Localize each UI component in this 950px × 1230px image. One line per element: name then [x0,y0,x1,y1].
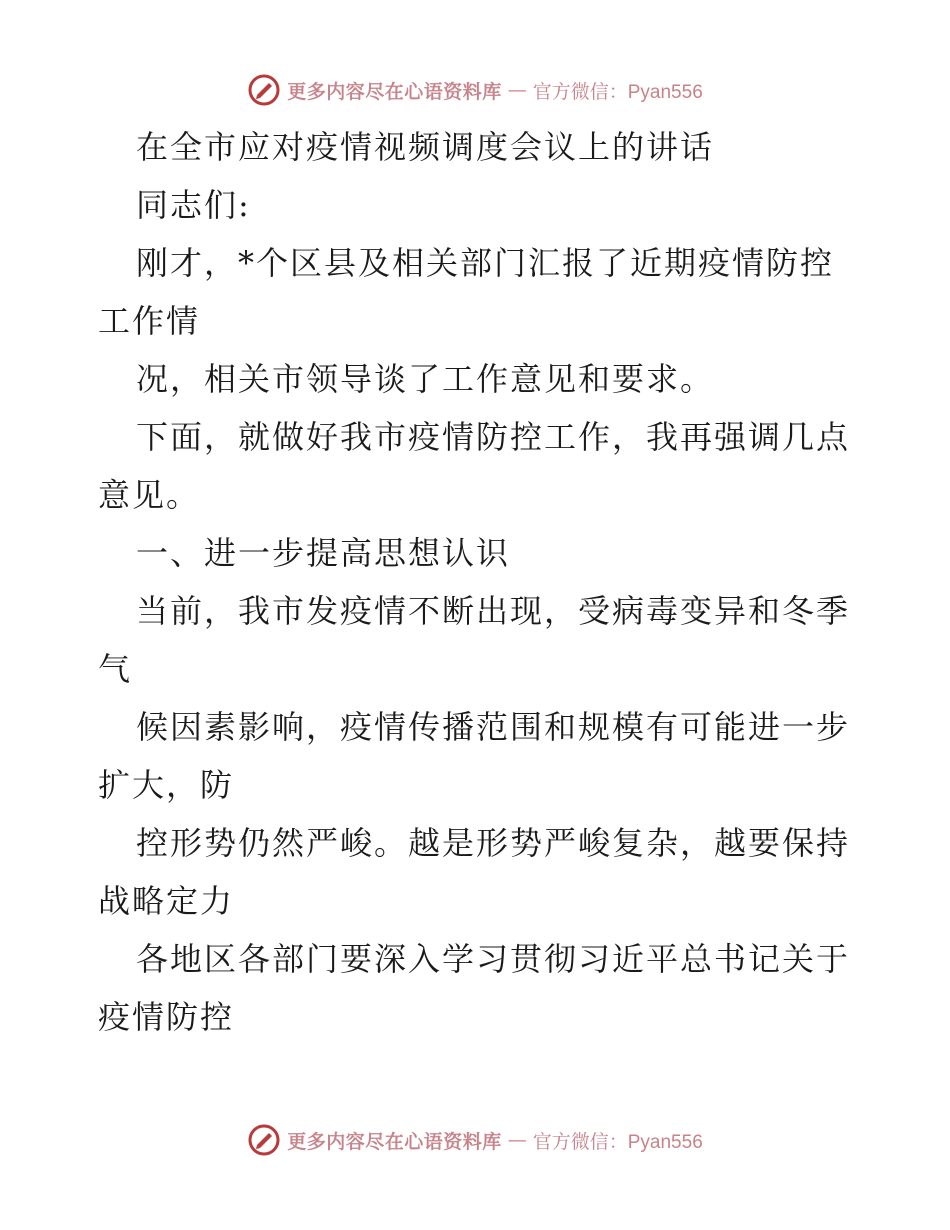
footer-banner [0,1120,950,1160]
banner-title: 更多内容尽在心语资料库 [287,80,502,103]
text-line: 扩大，防 [98,766,235,804]
text-line: 当前，我市发疫情不断出现，受病毒变异和冬季 [136,592,851,630]
banner-separator: — [507,79,527,101]
text-line: 下面，就做好我市疫情防控工作，我再强调几点 [136,418,851,456]
banner-title: 更多内容尽在心语资料库 [287,1130,502,1153]
banner-wechat: 官方微信：Pyan556 [532,1131,703,1153]
logo-icon [247,1123,281,1157]
text-line: 候因素影响，疫情传播范围和规模有可能进一步 [136,708,851,746]
logo-icon [247,73,281,107]
header-banner [0,70,950,110]
text-line: 疫情防控 [98,998,235,1036]
text-line: 各地区各部门要深入学习贯彻习近平总书记关于 [136,940,851,978]
text-line: 同志们: [136,186,251,224]
text-line: 控形势仍然严峻。越是形势严峻复杂，越要保持 [136,824,851,862]
text-line: 刚才，*个区县及相关部门汇报了近期疫情防控 [136,244,835,282]
text-line: 一、进一步提高思想认识 [136,534,511,572]
text-line: 战略定力 [98,882,235,920]
document-title: 在全市应对疫情视频调度会议上的讲话 [136,128,715,166]
document-body [98,118,868,1046]
banner-wechat: 官方微信：Pyan556 [532,81,703,103]
text-line: 气 [98,650,133,688]
banner-separator: — [507,1129,527,1151]
text-line: 意见。 [98,476,201,514]
text-line: 工作情 [98,302,201,340]
text-line: 况，相关市领导谈了工作意见和要求。 [136,360,715,398]
